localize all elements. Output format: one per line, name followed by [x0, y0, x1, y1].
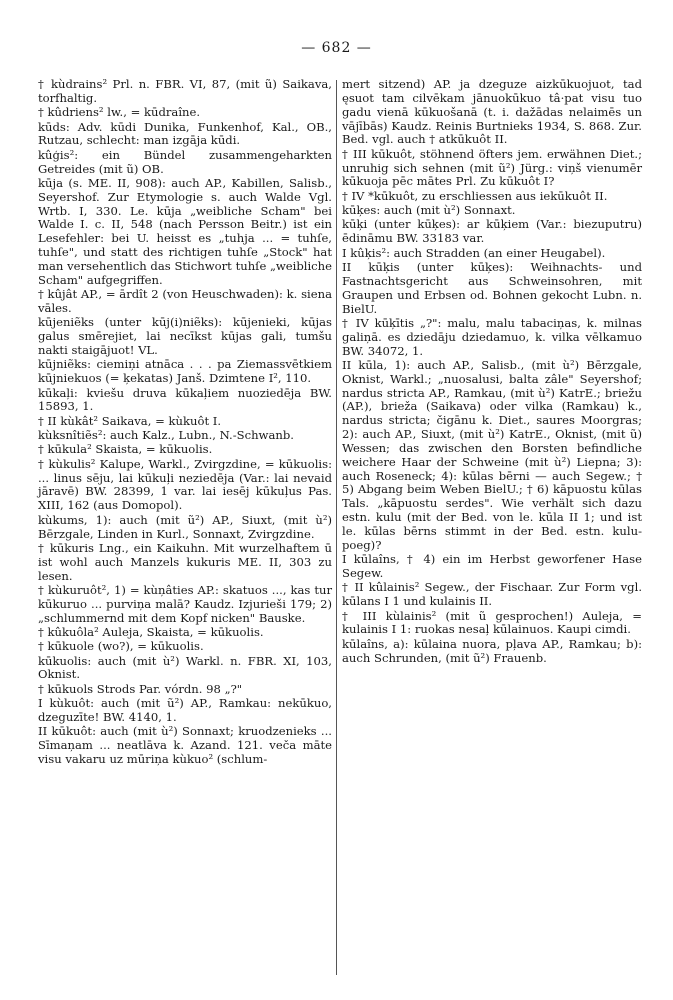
dictionary-entry	[38, 358, 332, 386]
entry-text: † kûdriens² lw., = kūdraîne.	[38, 105, 201, 120]
dictionary-entry	[38, 106, 332, 120]
entry-text: I kūlaîns, † 4) ein im Herbst geworfener Hase Segew.	[342, 552, 642, 581]
entry-text: † kūkuris Lng., ein Kaikuhn. Mit wurzelhaftem ū ist wohl auch Manzels kukuris ME. II, 303 zu lesen.	[38, 540, 332, 583]
dictionary-entry	[38, 443, 332, 457]
dictionary-entry	[342, 553, 642, 581]
dictionary-entry	[38, 725, 332, 767]
page-number: — 682 —	[301, 40, 372, 56]
dictionary-entry	[38, 626, 332, 640]
entry-text: II kūķis (unter kūķes): Weihnachts- und Fastnachtsgericht aus Schweinsohren, mit Graupen und Erbsen od. Bohnen gekocht Lubn. n. BielU.	[342, 259, 642, 316]
dictionary-entry	[342, 190, 642, 204]
dictionary-entry	[38, 387, 332, 415]
entry-text: † kūkula² Skaista, = kūkuolis.	[38, 442, 213, 457]
dictionary-entry	[38, 697, 332, 725]
dictionary-entry	[342, 261, 642, 316]
dictionary-entry	[38, 288, 332, 316]
entry-text: † kûjât AP., = ārdît 2 (von Heuschwaden): k. siena vāles.	[38, 287, 332, 315]
dictionary-entry	[342, 247, 642, 261]
entry-text: † kùdrains² Prl. n. FBR. VI, 87, (mit ũ) Saikava, torfhaltig.	[38, 77, 332, 105]
entry-text: II kūla, 1): auch AP., Salisb., (mit ù²) Bērzgale, Oknist, Warkl.; „nuosalusi, balta zâle" Seyershof; nardus stricta AP., Ramkau, (mit ù²) KatrE.; briežu (AP.), brieža (Saikava) oder vilka (Ramkau) k., nardus stricta; čigānu k. Diet., saures Moorgras; 2): auch AP., Siuxt, (mit ù²) KatrE., Oknist, (mit ũ) Wessen; das zwischen den Borsten befindliche weichere Haar der Schweine (mit ù²) Liepna; 3): auch Roseneck; 4): kūlas bērni — auch Segew.; † 5) Abgang beim Weben BielU.; † 6) kāpuostu kūlas Tals. „kāpuostu serdes". Wie verhält sich dazu estn. kulu (mit der Bed. von le. kūla II 1; und ist le. kūlas bērns stimmt in der Bed. estn. kulu-poeg)?	[342, 357, 642, 552]
dictionary-entry	[342, 581, 642, 609]
right-column	[342, 78, 642, 666]
entry-text: † IV *kūkuôt, zu erschliessen aus iekūkuôt II.	[342, 188, 608, 203]
entry-text: † III kūkuôt, stöhnend öfters jem. erwähnen Diet.; unruhig sich sehnen (mit ũ²) Jürg.: viņš vienumēr kūkuoja pēc mātes Prl. Zu kūkuôt I?	[342, 146, 642, 189]
entry-text: kūkaļi: kviešu druva kūkaļiem nuoziedēja BW. 15893, 1.	[38, 385, 332, 414]
dictionary-entry	[38, 149, 332, 177]
entry-text: mert sitzend) AP. ja dzeguze aizkūkuojuot, tad ęsuot tam cilvēkam jānuokūkuo tâ·pat visu tuo gadu vienā kūkuošanā (t. i. dažādas nelaimēs un vājībās) Kaudz. Reinis Burtnieks 1934, S. 868. Zur. Bed. vgl. auch † atkūkuôt II.	[342, 77, 642, 147]
dictionary-entry	[342, 204, 642, 218]
entry-text: kūķi (unter kūķes): ar kūķiem (Var.: biezuputru) ēdināmu BW. 33183 var.	[342, 217, 642, 246]
dictionary-entry	[38, 177, 332, 288]
entry-text: kùkums, 1): auch (mit ũ²) AP., Siuxt, (mit ù²) Bērzgale, Linden in Kurl., Sonnaxt, Zvirgzdine.	[38, 512, 332, 541]
entry-text: kûģis²: ein Bündel zusammengeharkten Getreides (mit ũ) OB.	[38, 147, 332, 176]
entry-text: kūjniẽks: ciemiņi atnāca . . . pa Ziemassvētkiem kūjniekuos (= ķekatas) Janš. Dzimtene I², 110.	[38, 357, 332, 386]
left-column	[38, 78, 332, 767]
dictionary-entry	[342, 610, 642, 638]
dictionary-entry	[38, 316, 332, 358]
entry-text: † kūkuole (wo?), = kūkuolis.	[38, 639, 204, 654]
dictionary-entry	[342, 638, 642, 666]
entry-text: II kūkuôt: auch (mit ù²) Sonnaxt; kruodzenieks ... Sīmaņam ... neatlāva k. Azand. 121. veča māte visu vakaru uz mūriņa kùkuo² (schlum-	[38, 724, 332, 766]
entry-text: † III kùlainis² (mit ũ gesprochen!) Auleja, = kulainis I 1: ruokas nesaļ kūlainuos. Kaupi cimdi.	[342, 608, 642, 637]
dictionary-entry	[38, 514, 332, 542]
dictionary-entry	[38, 78, 332, 106]
dictionary-entry	[38, 542, 332, 584]
entry-text: † II kûlainis² Segew., der Fischaar. Zur Form vgl. kūlans I 1 und kulainis II.	[342, 580, 642, 609]
entry-text: † kūkuols Strods Par. vórdn. 98 „?"	[38, 681, 243, 696]
entry-text: kūds: Adv. kūdi Dunika, Funkenhof, Kal., OB., Rutzau, schlecht: man izgāja kūdi.	[38, 119, 332, 148]
dictionary-entry	[38, 121, 332, 149]
entry-text: kūjeniẽks (unter kūj(i)niẽks): kūjenieki, kūjas galus smērejiet, lai necīkst kūjas gali, tumšu nakti staigājuot! VL.	[38, 315, 332, 358]
dictionary-entry	[38, 655, 332, 683]
dictionary-entry	[38, 429, 332, 443]
entry-text: I kûķis²: auch Stradden (an einer Heugabel).	[342, 245, 606, 260]
dictionary-entry	[342, 317, 642, 359]
entry-text: † II kùkât² Saikava, = kùkuôt I.	[38, 413, 222, 428]
entry-text: † kùkuruôt², 1) = kùņâties AP.: skatuos ..., kas tur kūkuruo ... purviņa malā? Kaudz. Izjurieši 179; 2) „schlummernd mit dem Kopf nicken" Bauske.	[38, 582, 332, 625]
entry-text: kūlaîns, a): kūlaina nuora, pļava AP., Ramkau; b): auch Schrunden, (mit ũ²) Frauenb.	[342, 636, 642, 665]
entry-text: I kùkuôt: auch (mit ũ²) AP., Ramkau: nekūkuo, dzeguzīte! BW. 4140, 1.	[38, 696, 332, 724]
entry-text: kūja (s. ME. II, 908): auch AP., Kabillen, Salisb., Seyershof. Zur Etymologie s. auch Walde Vgl. Wrtb. I, 330. Le. kūja „weibliche Scham" bei Walde I. c. II, 548 (nach Persson Beitr.) ist ein Lesefehler: bei U. heisst es „tuhja ... = tuhſe, tuhſe", und statt des richtigen tuhſe „Stock" hat man versehentlich das Stichwort tuhſe „weibliche Scham" aufgegriffen.	[38, 175, 332, 287]
entry-text: kūkuolis: auch (mit ù²) Warkl. n. FBR. XI, 103, Oknist.	[38, 653, 332, 682]
dictionary-entry	[38, 683, 332, 697]
dictionary-entry	[342, 78, 642, 147]
dictionary-entry	[342, 148, 642, 190]
entry-text: † kûkuôla² Auleja, Skaista, = kūkuolis.	[38, 624, 264, 639]
dictionary-entry	[342, 218, 642, 246]
column-divider	[336, 80, 337, 975]
entry-text: kùksnîtiẽs²: auch Kalz., Lubn., N.-Schwanb.	[38, 428, 294, 443]
entry-text: † kùkulis² Kalupe, Warkl., Zvirgzdine, = kūkuolis: ... linus sēju, lai kūkuļi neziedēja (Var.: lai nevaid jāravē) BW. 28399, 1 var. lai iesēj kūkuļus Pas. XIII, 162 (aus Domopol).	[38, 456, 332, 513]
dictionary-entry	[38, 415, 332, 429]
dictionary-entry	[38, 584, 332, 626]
entry-text: kūķes: auch (mit ù²) Sonnaxt.	[342, 203, 516, 218]
entry-text: † IV kūķītis „?": malu, malu tabaciņas, k. milnas galiņā. es dziedāju dziedamuo, k. vilka vēlkamuo BW. 34072, 1.	[342, 315, 642, 358]
dictionary-entry	[38, 640, 332, 654]
dictionary-entry	[38, 458, 332, 513]
dictionary-entry	[342, 359, 642, 553]
